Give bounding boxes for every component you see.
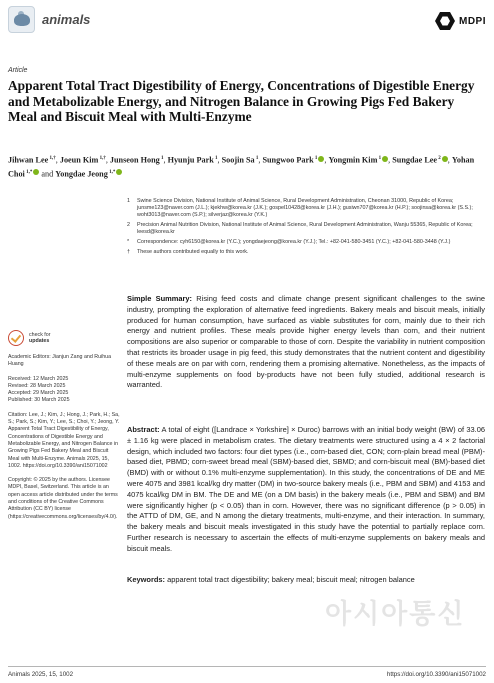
author-affiliation-mark: 1,† <box>98 156 106 161</box>
author-affiliation-mark: 1 <box>159 156 164 161</box>
author-name[interactable]: Yohan Choi <box>8 155 475 179</box>
received-date: Received: 12 March 2025 <box>8 375 69 382</box>
updates-label-line2: updates <box>29 338 50 344</box>
page-footer <box>0 669 494 683</box>
check-for-updates-icon <box>8 330 24 346</box>
copyright-notice: Copyright: © 2025 by the authors. Licensee MDPI, Basel, Switzerland. This article is an open access article distributed under the terms and conditions of the Creative Commons Attribution (CC BY) license (https://creativecommons.org/licenses/by/4.0/). <box>8 477 118 520</box>
author-separator: , <box>324 155 329 165</box>
mdpi-hexagon-logo-icon <box>434 10 456 32</box>
affiliation-item <box>127 198 483 220</box>
affiliation-mark: * <box>127 239 130 246</box>
author-affiliation-mark: 2 <box>437 156 441 161</box>
author-name[interactable]: Hyunju Park <box>167 155 214 165</box>
author-affiliation-mark: 1 <box>377 156 382 161</box>
citation: Citation: Lee, J.; Kim, J.; Hong, J.; Park, H.; Sa, S.; Park, S.; Kim, Y.; Lee, S.; Choi, Y.; Jeong, Y. Apparent Total Tract Digestibility of Energy, Concentrations of Digestible Energy and Metabolizable Energy, and Nitrogen Balance in Growing Pigs Fed Bakery Meal and Biscuit Meal with Multi-Enzyme. Animals 2025, 15, 1002. https://doi.org/10.3390/ani15071002 <box>8 411 120 469</box>
keywords-text: apparent total tract digestibility; bakery meal; biscuit meal; nitrogen balance <box>167 575 415 584</box>
animals-journal-logo-icon[interactable] <box>8 6 35 33</box>
author-name[interactable]: Sungwoo Park <box>262 155 314 165</box>
author-affiliation-mark: 1 <box>213 156 218 161</box>
published-date: Published: 30 March 2025 <box>8 397 70 404</box>
author-name[interactable]: Yongmin Kim <box>328 155 378 165</box>
publisher-name: MDPI <box>459 15 486 27</box>
author-separator: , <box>55 155 60 165</box>
author-separator: , <box>163 155 168 165</box>
simple-summary <box>127 294 485 391</box>
author-name[interactable]: Junseon Hong <box>109 155 160 165</box>
affiliation-text: These authors contributed equally to this work. <box>137 249 249 255</box>
keywords <box>127 575 485 586</box>
author-name[interactable]: Yongdae Jeong <box>55 169 108 179</box>
author-name[interactable]: Joeun Kim <box>59 155 99 165</box>
author-separator: , <box>258 155 263 165</box>
orcid-icon[interactable] <box>116 169 122 175</box>
author-name[interactable]: Sungdae Lee <box>392 155 438 165</box>
affiliation-text: Correspondence: cyh6150@korea.kr (Y.C.); yongdaejeong@korea.kr (Y.J.); Tel.: +82-041-580-3451 (Y.C.); +82-041-580-3448 (Y.J.) <box>137 239 451 246</box>
author-name[interactable]: Jihwan Lee <box>8 155 49 165</box>
author-affiliation-mark: 1,* <box>24 169 33 175</box>
footer-divider <box>8 666 486 667</box>
journal-name[interactable]: animals <box>42 11 91 27</box>
article-title: Apparent Total Tract Digestibility of Energy, Concentrations of Digestible Energy and Metabolizable Energy, and Nitrogen Balance in Growing Pigs Fed Bakery Meal and Biscuit Meal with Multi-Enzyme <box>8 78 475 124</box>
author-name[interactable]: Soojin Sa <box>221 155 255 165</box>
updates-label-line1: check for <box>29 331 51 338</box>
author-separator: , <box>447 155 452 165</box>
journal-header <box>8 6 90 32</box>
author-separator: , <box>217 155 222 165</box>
publisher-logo[interactable] <box>434 10 486 32</box>
accepted-date: Accepted: 29 March 2025 <box>8 390 69 397</box>
revised-date: Revised: 28 March 2025 <box>8 382 66 389</box>
abstract <box>127 425 485 555</box>
affiliation-item <box>127 249 483 256</box>
article-type: Article <box>8 67 28 74</box>
author-affiliation-mark: 1 <box>254 156 259 161</box>
keywords-label: Keywords: <box>127 575 166 584</box>
affiliation-mark: † <box>127 249 130 255</box>
author-separator: , <box>388 155 393 165</box>
affiliations <box>127 198 483 259</box>
affiliation-text: Precision Animal Nutrition Division, National Institute of Animal Science, Rural Development Administration, Wanju 55365, Republic of Korea; leesd@korea.kr <box>137 222 473 236</box>
simple-summary-text: Rising feed costs and climate change present significant challenges to the swine industry, prompting the exploration of alternative feed ingredients. Bakery meals and biscuit meals, initially produced for human consumption, have surfaced as viable substitutes for corn, mainly due to their rich energy and nutrient profiles. These meals provide higher energy levels than corn, and their nutrient compositions are also superior or comparable to those of corn. Despite the variability in nutrient composition that restricts its broader usage in pig feed, this study demonstrates that the nutrient content and digestibility of these meals are on par with corn, rendering them a promising alternative. Nonetheless, as the impacts of multi-enzyme supplements on food by-products have not been fully studied, additional research is warranted. <box>127 294 485 390</box>
abstract-text: A total of eight ([Landrace × Yorkshire] × Duroc) barrows with an initial body weight (BW) of 33.06 ± 1.16 kg were placed in metabolism crates. The dietary treatments were structured using a 4 × 2 factorial design, which included two factors: four diet types (i.e., corn-based diet, CON; corn-plain bread meal (PBM)-based diet, PBMD; corn-sweet bread meal (SBM)-based diet, SBMD; and corn-biscuit meal (BM)-based diet (BMD) with or without 0.1% multi-enzyme supplementation). In this study, the concentrations of DE and ME were 4075 and 3981 kcal/kg dry matter (DM) in two-source bakery meals (i.e., PBM and SBM) and 4153 and 4075 kcal/kg DM in BM. The DE and ME (on a DM basis) in the bakery meals (i.e., PBM and SBM) and BM were significantly higher (p < 0.05) than in corn. However, there was no significant difference (p > 0.05) in the ATTD of DM, GE, and N among the dietary treatments, multi-enzyme, and their interaction. In summary, the bakery meals and biscuit meals investigated in this study have the potential to partially replace corn. Further research is necessary to ascertain the effects of multi-enzyme supplements on bakery meals and biscuit meals. <box>127 425 485 553</box>
affiliation-item <box>127 222 483 236</box>
author-affiliation-mark: 1,* <box>107 169 116 175</box>
watermark: 아시아통신 <box>325 599 466 630</box>
check-for-updates-button[interactable] <box>8 330 120 346</box>
author-separator: , <box>105 155 110 165</box>
footer-citation: Animals 2025, 15, 1002 <box>8 671 74 678</box>
affiliation-item <box>127 239 483 246</box>
footer-doi-link[interactable]: https://doi.org/10.3390/ani15071002 <box>386 671 486 678</box>
affiliation-mark: 2 <box>127 222 130 229</box>
author-list <box>8 153 486 180</box>
abstract-label: Abstract: <box>127 425 160 434</box>
affiliation-text: Swine Science Division, National Institute of Animal Science, Rural Development Administration, Cheonan 31000, Republic of Korea; junsme123@naver.com (J.L.); kjekhw@korea.kr (J.K.); gospel10428@korea.kr (J.H.); gusiwn707@korea.kr (H.P.); soojinsa@korea.kr (S.S.); woht3013@naver.com (S.P.); silverjaz@korea.kr (Y.K.) <box>137 198 473 219</box>
affiliation-mark: 1 <box>127 198 130 204</box>
author-affiliation-mark: 1,† <box>48 156 56 161</box>
author-affiliation-mark: 1 <box>313 156 318 161</box>
article-sidebar <box>8 330 120 528</box>
author-separator: and <box>39 169 56 179</box>
simple-summary-label: Simple Summary: <box>127 294 193 303</box>
academic-editors: Academic Editors: Jianjun Zang and Ruihua Huang <box>8 354 112 368</box>
